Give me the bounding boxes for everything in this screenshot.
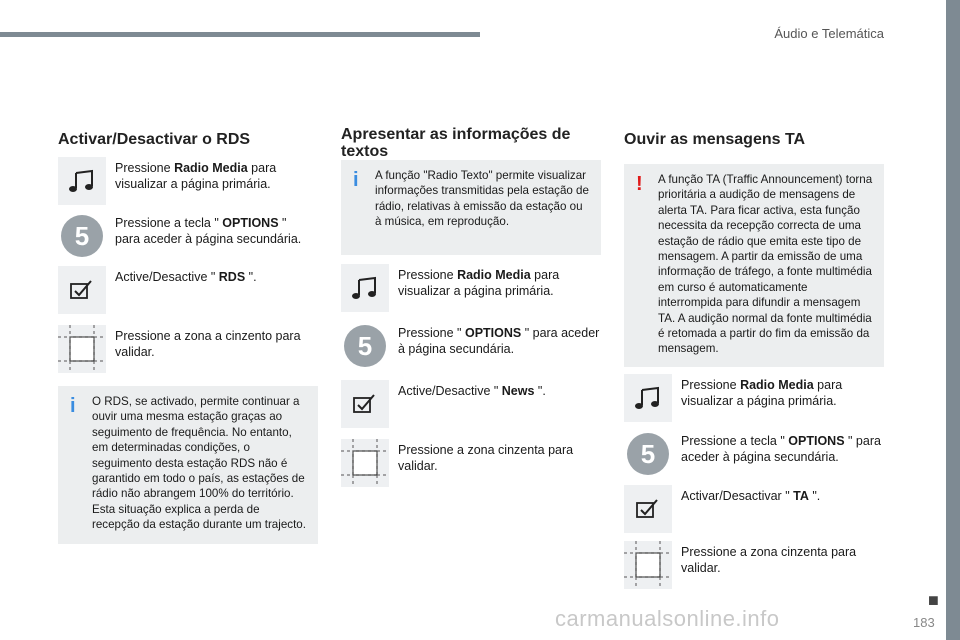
step-badge: 5 [624, 430, 672, 478]
step-text: Pressione a tecla " OPTIONS " para aceder à página secundária. [115, 216, 302, 246]
checkbox-icon [624, 485, 672, 533]
col3-step-validate [624, 541, 884, 589]
col2-info-note: i A função "Radio Texto" permite visualizar informações transmitidas pela estação de rádio, relativas à emissão da estação ou à música, em reprodução. [341, 160, 601, 255]
step-text: Pressione a zona cinzenta para validar. [398, 443, 574, 473]
music-note-icon [58, 157, 106, 205]
step-badge: 5 [58, 212, 106, 260]
checkbox-icon [341, 380, 389, 428]
checkbox-icon [58, 266, 106, 314]
music-note-icon [624, 374, 672, 422]
step-text: Pressione a zona cinzenta para validar. [681, 545, 857, 575]
col2-step-radio-media [341, 264, 601, 312]
col1-info-note: i O RDS, se activado, permite continuar a ouvir uma mesma estação graças ao seguimento de frequência. No entanto, em determinadas condições, o seguimento desta estação RDS não é garantido em todo o país, as estações de rádio não abrangem 100% do território. Esta situação explica a perda de recepção da estação durante um trajecto. [58, 386, 318, 544]
step-text: Active/Desactive " RDS ". [115, 270, 257, 284]
step-text: Activar/Desactivar " TA ". [681, 489, 821, 503]
col3-title: Ouvir as mensagens TA [624, 131, 806, 148]
footer-bullet: ■ [928, 590, 939, 610]
col1-step-options [58, 212, 313, 260]
col1-step-validate [58, 325, 313, 373]
grey-zone-icon [58, 325, 106, 373]
info-icon: i [70, 395, 76, 417]
step-text: Pressione Radio Media para visualizar a página primária. [398, 268, 560, 298]
col1-step-radio-media [58, 157, 313, 205]
step-text: Pressione a zona a cinzento para validar. [115, 329, 301, 359]
warning-icon: ! [636, 173, 643, 195]
info-icon: i [353, 169, 359, 191]
grey-zone-icon [624, 541, 672, 589]
section-header: Áudio e Telemática [774, 26, 884, 41]
step-text: Active/Desactive " News ". [398, 384, 546, 398]
step-badge: 5 [341, 322, 389, 370]
step-text: Pressione Radio Media para visualizar a página primária. [681, 378, 843, 408]
col3-step-options [624, 430, 884, 478]
col1-title: Activar/Desactivar o RDS [58, 131, 251, 148]
col3-step-radio-media [624, 374, 884, 422]
col3-step-toggle [624, 485, 884, 533]
col2-step-toggle [341, 380, 601, 428]
top-rule [0, 32, 480, 37]
col2-step-validate [341, 439, 601, 487]
side-tab [946, 0, 960, 640]
col1-step-toggle [58, 266, 313, 314]
col2-title: Apresentar as informações de textos [341, 126, 571, 160]
col2-step-options [341, 322, 601, 370]
col3-warning-note: ! A função TA (Traffic Announcement) torna prioritária a audição de mensagens de alerta TA. Para ficar activa, esta função necessita da recepção correcta de uma estação de rádio que emita este tipo de mensagem. A partir da emissão de uma informação de tráfego, a fonte multimédia em curso é automaticamente interrompida para difundir a mensagem TA. A audição normal da fonte multimédia é retomada a partir do fim da emissão da mensagem. [624, 164, 884, 367]
page-number: 183 [913, 615, 935, 630]
watermark: carmanualsonline.info [555, 606, 780, 631]
music-note-icon [341, 264, 389, 312]
step-text: Pressione Radio Media para visualizar a página primária. [115, 161, 277, 191]
step-text: Pressione " OPTIONS " para aceder à página secundária. [398, 326, 600, 356]
grey-zone-icon [341, 439, 389, 487]
step-text: Pressione a tecla " OPTIONS " para aceder à página secundária. [681, 434, 881, 464]
